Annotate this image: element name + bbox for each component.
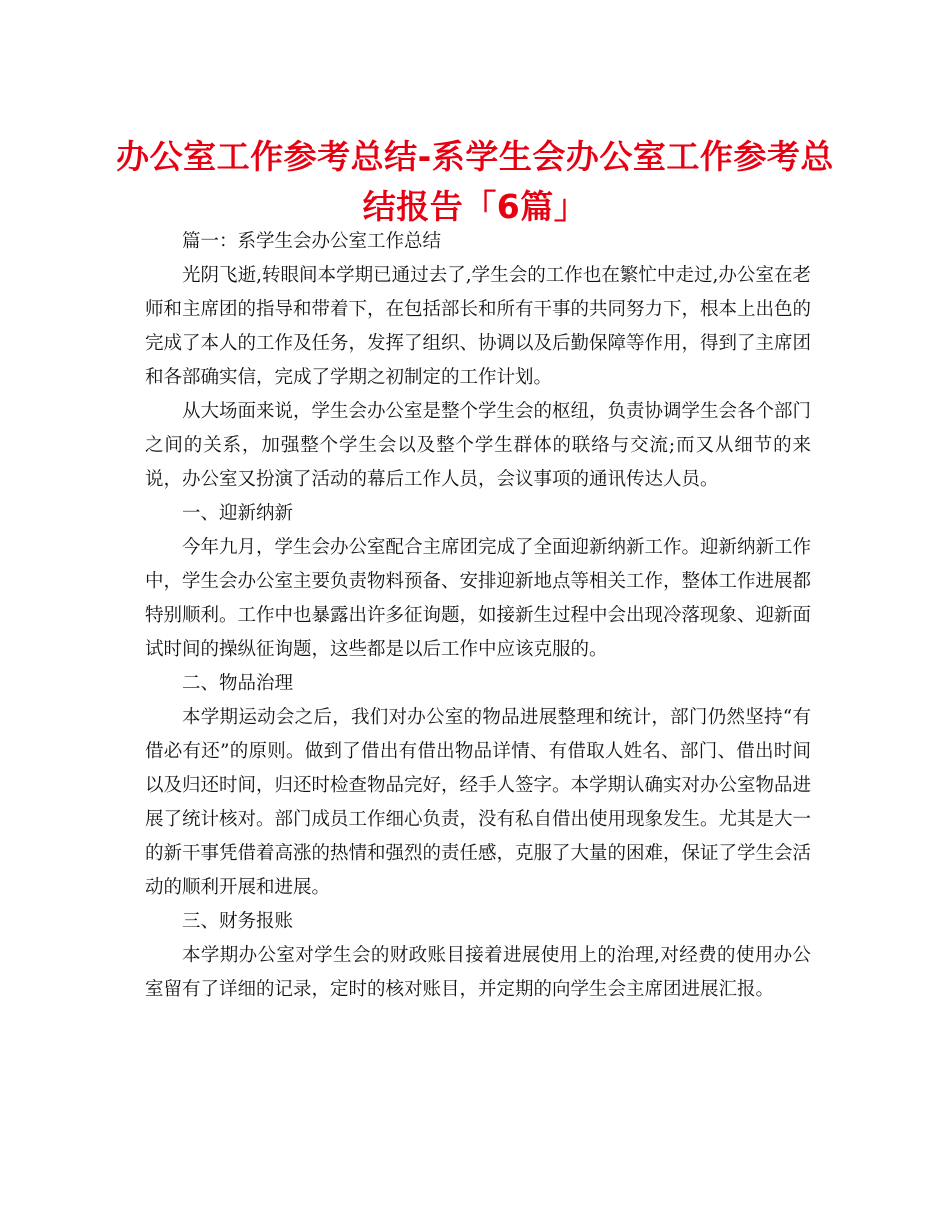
section-heading-welcome: 一、迎新纳新 xyxy=(182,503,294,524)
section-heading-items: 二、物品治理 xyxy=(182,673,294,694)
section-heading-finance: 三、财务报账 xyxy=(182,911,294,932)
paragraph: 从大场面来说，学生会办公室是整个学生会的枢纽，负责协调学生会各个部门之间的关系，加强整个学生会以及整个学生群体的联络与交流;而又从细节的来说，办公室又扮演了活动的幕后工作人员，会议事项的通讯传达人员。 xyxy=(145,401,812,490)
paragraph: 光阴飞逝,转眼间本学期已通过去了,学生会的工作也在繁忙中走过,办公室在老师和主席团的指导和带着下，在包括部长和所有干事的共同努力下，根本上出色的完成了本人的工作及任务，发挥了组织、协调以及后勤保障等作用，得到了主席团和各部确实信，完成了学期之初制定的工作计划。 xyxy=(145,265,812,388)
section-heading-part-one: 篇一：系学生会办公室工作总结 xyxy=(182,231,442,252)
paragraph: 本学期办公室对学生会的财政账目接着进展使用上的治理,对经费的使用办公室留有了详细的记录，定时的核对账目，并定期的向学生会主席团进展汇报。 xyxy=(145,945,811,1000)
document-title: 办公室工作参考总结-系学生会办公室工作参考总结报告「6篇」 xyxy=(116,137,834,226)
paragraph: 本学期运动会之后，我们对办公室的物品进展整理和统计，部门仍然坚持“有借必有还”的原则。做到了借出有借出物品详情、有借取人姓名、部门、借出时间以及归还时间，归还时检查物品完好，经手人签字。本学期认确实对办公室物品进展了统计核对。部门成员工作细心负责，没有私自借出使用现象发生。尤其是大一的新干事凭借着高涨的热情和强烈的责任感，克服了大量的困难，保证了学生会活动的顺利开展和进展。 xyxy=(145,707,812,898)
document-body xyxy=(145,225,811,1007)
paragraph: 今年九月，学生会办公室配合主席团完成了全面迎新纳新工作。迎新纳新工作中，学生会办公室主要负责物料预备、安排迎新地点等相关工作，整体工作进展都特别顺利。工作中也暴露出许多征询题，如接新生过程中会出现冷落现象、迎新面试时间的操纵征询题，这些都是以后工作中应该克服的。 xyxy=(145,537,812,660)
